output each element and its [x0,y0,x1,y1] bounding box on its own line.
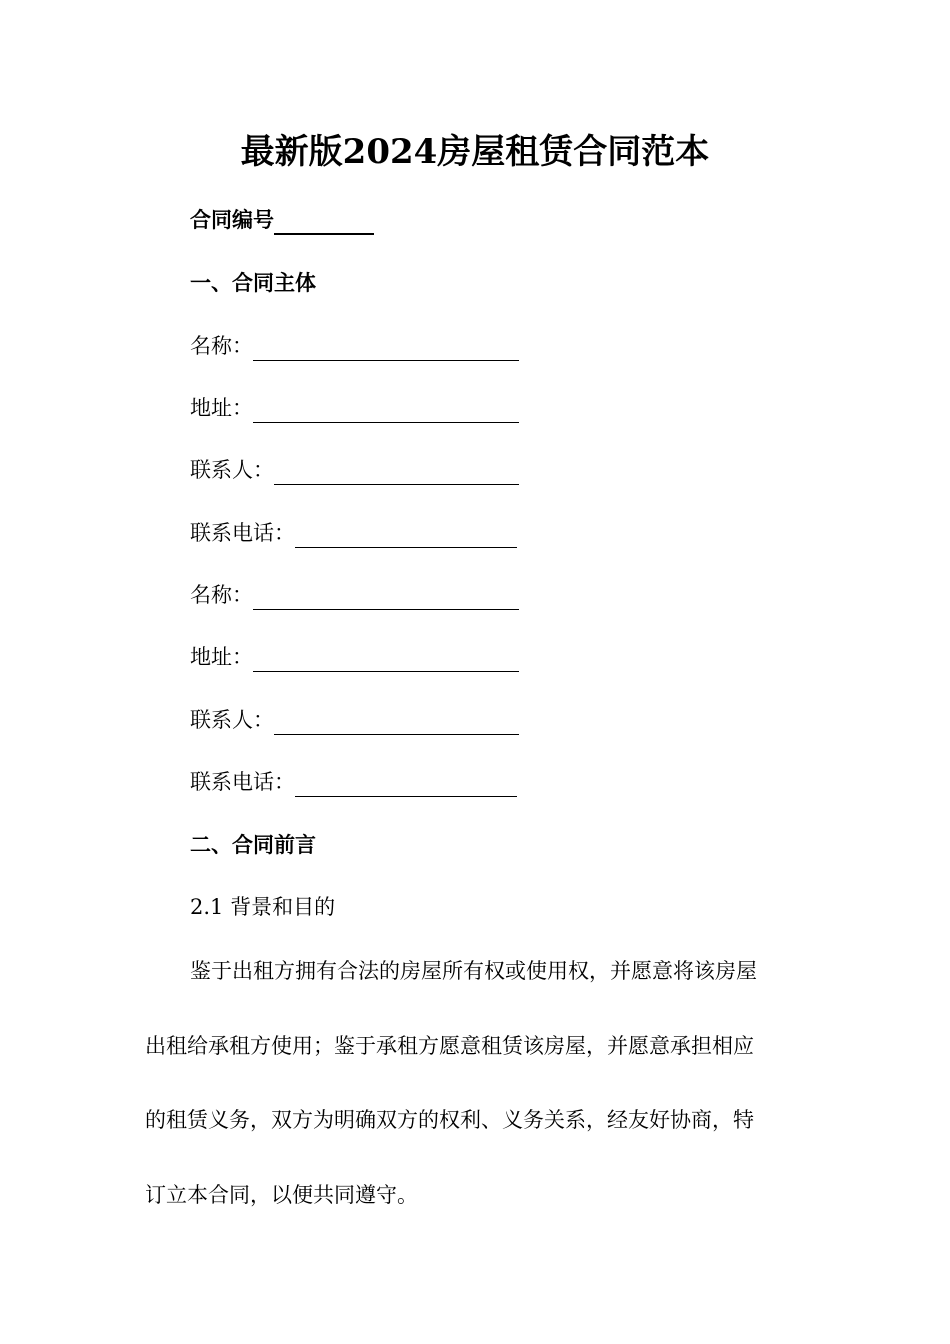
party-field-address [190,642,519,672]
contract-number-label: 合同编号 [190,207,274,232]
party-field-contact [190,455,519,485]
field-label: 联系人： [190,458,274,482]
field-blank [253,400,519,423]
section2-subheading: 2.1 背景和目的 [190,895,336,919]
section2-heading: 二、合同前言 [190,832,316,857]
section1-heading: 一、合同主体 [190,270,316,295]
field-label: 联系人： [190,708,274,732]
field-label: 名称： [190,334,253,358]
party-field-name [190,580,519,610]
paragraph-line: 鉴于出租方拥有合法的房屋所有权或使用权，并愿意将该房屋 [190,959,757,983]
field-label: 联系电话： [190,521,295,545]
field-blank [274,712,519,735]
contract-number-blank [274,211,374,235]
field-blank [295,525,517,548]
field-blank [253,338,519,361]
paragraph-line: 订立本合同，以便共同遵守。 [145,1183,418,1207]
field-blank [253,587,519,610]
paragraph-line: 出租给承租方使用；鉴于承租方愿意租赁该房屋，并愿意承担相应 [145,1034,754,1058]
field-label: 名称： [190,583,253,607]
contract-number-line [190,205,374,235]
party-field-phone [190,767,517,797]
document-title: 最新版2024房屋租赁合同范本 [240,132,710,172]
paragraph-line: 的租赁义务，双方为明确双方的权利、义务关系，经友好协商，特 [145,1108,754,1132]
party-field-phone [190,518,517,548]
party-field-name [190,331,519,361]
field-blank [274,462,519,485]
party-field-contact [190,705,519,735]
field-label: 地址： [190,645,253,669]
field-label: 地址： [190,396,253,420]
field-label: 联系电话： [190,770,295,794]
field-blank [253,649,519,672]
field-blank [295,774,517,797]
party-field-address [190,393,519,423]
